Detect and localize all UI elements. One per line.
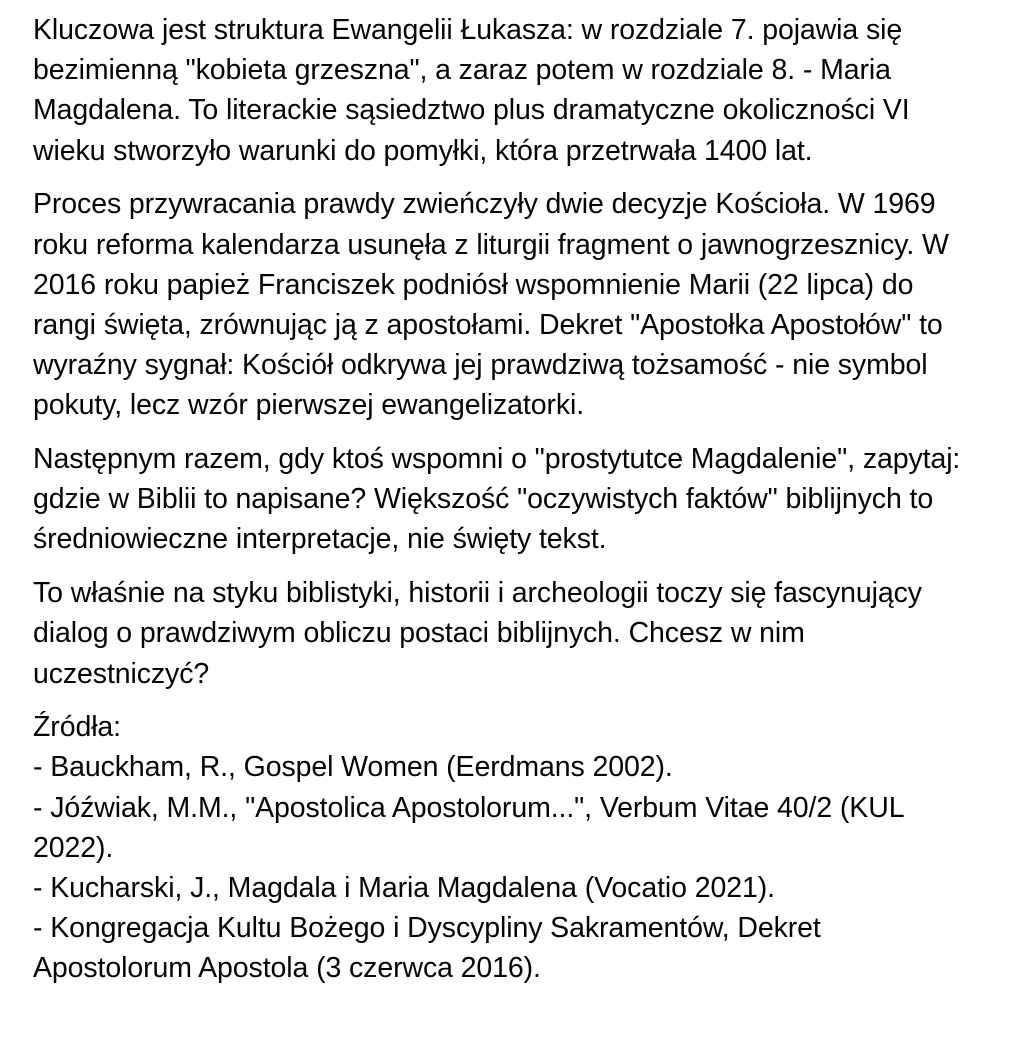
post-paragraph-4: To właśnie na styku biblistyki, historii i archeologii toczy się fascynujący dialog o prawdziwym obliczu postaci biblijnych. Chcesz w nim uczestniczyć? [33, 577, 922, 690]
post-paragraph-1: Kluczowa jest struktura Ewangelii Łukasza: w rozdziale 7. pojawia się bezimienną "kobieta grzeszna", a zaraz potem w rozdziale 8. - Maria Magdalena. To literackie sąsiedztwo plus dramatyczne okoliczności VI wieku stworzyło warunki do pomyłki, która przetrwała 1400 lat. [33, 14, 910, 167]
source-item: - Bauckham, R., Gospel Women (Eerdmans 2002). [33, 751, 673, 784]
source-item: - Jóźwiak, M.M., "Apostolica Apostolorum...", Verbum Vitae 40/2 (KUL 2022). [33, 791, 904, 864]
source-item: - Kongregacja Kultu Bożego i Dyscypliny Sakramentów, Dekret Apostolorum Apostola (3 czerwca 2016). [33, 912, 821, 985]
post-text-body [33, 10, 983, 989]
sources-heading: Źródła: [33, 711, 122, 744]
post-paragraph-2: Proces przywracania prawdy zwieńczyły dwie decyzje Kościoła. W 1969 roku reforma kalendarza usunęła z liturgii fragment o jawnogrzesznicy. W 2016 roku papież Franciszek podniósł wspomnienie Marii (22 lipca) do rangi święta, zrównując ją z apostołami. Dekret "Apostołka Apostołów" to wyraźny sygnał: Kościół odkrywa jej prawdziwą tożsamość - nie symbol pokuty, lecz wzór pierwszej ewangelizatorki. [33, 188, 949, 422]
source-item: - Kucharski, J., Magdala i Maria Magdalena (Vocatio 2021). [33, 872, 775, 905]
post-paragraph-3: Następnym razem, gdy ktoś wspomni o "prostytutce Magdalenie", zapytaj: gdzie w Biblii to napisane? Większość "oczywistych faktów" biblijnych to średniowieczne interpretacje, nie święty tekst. [33, 443, 961, 556]
sources-block [33, 707, 983, 988]
